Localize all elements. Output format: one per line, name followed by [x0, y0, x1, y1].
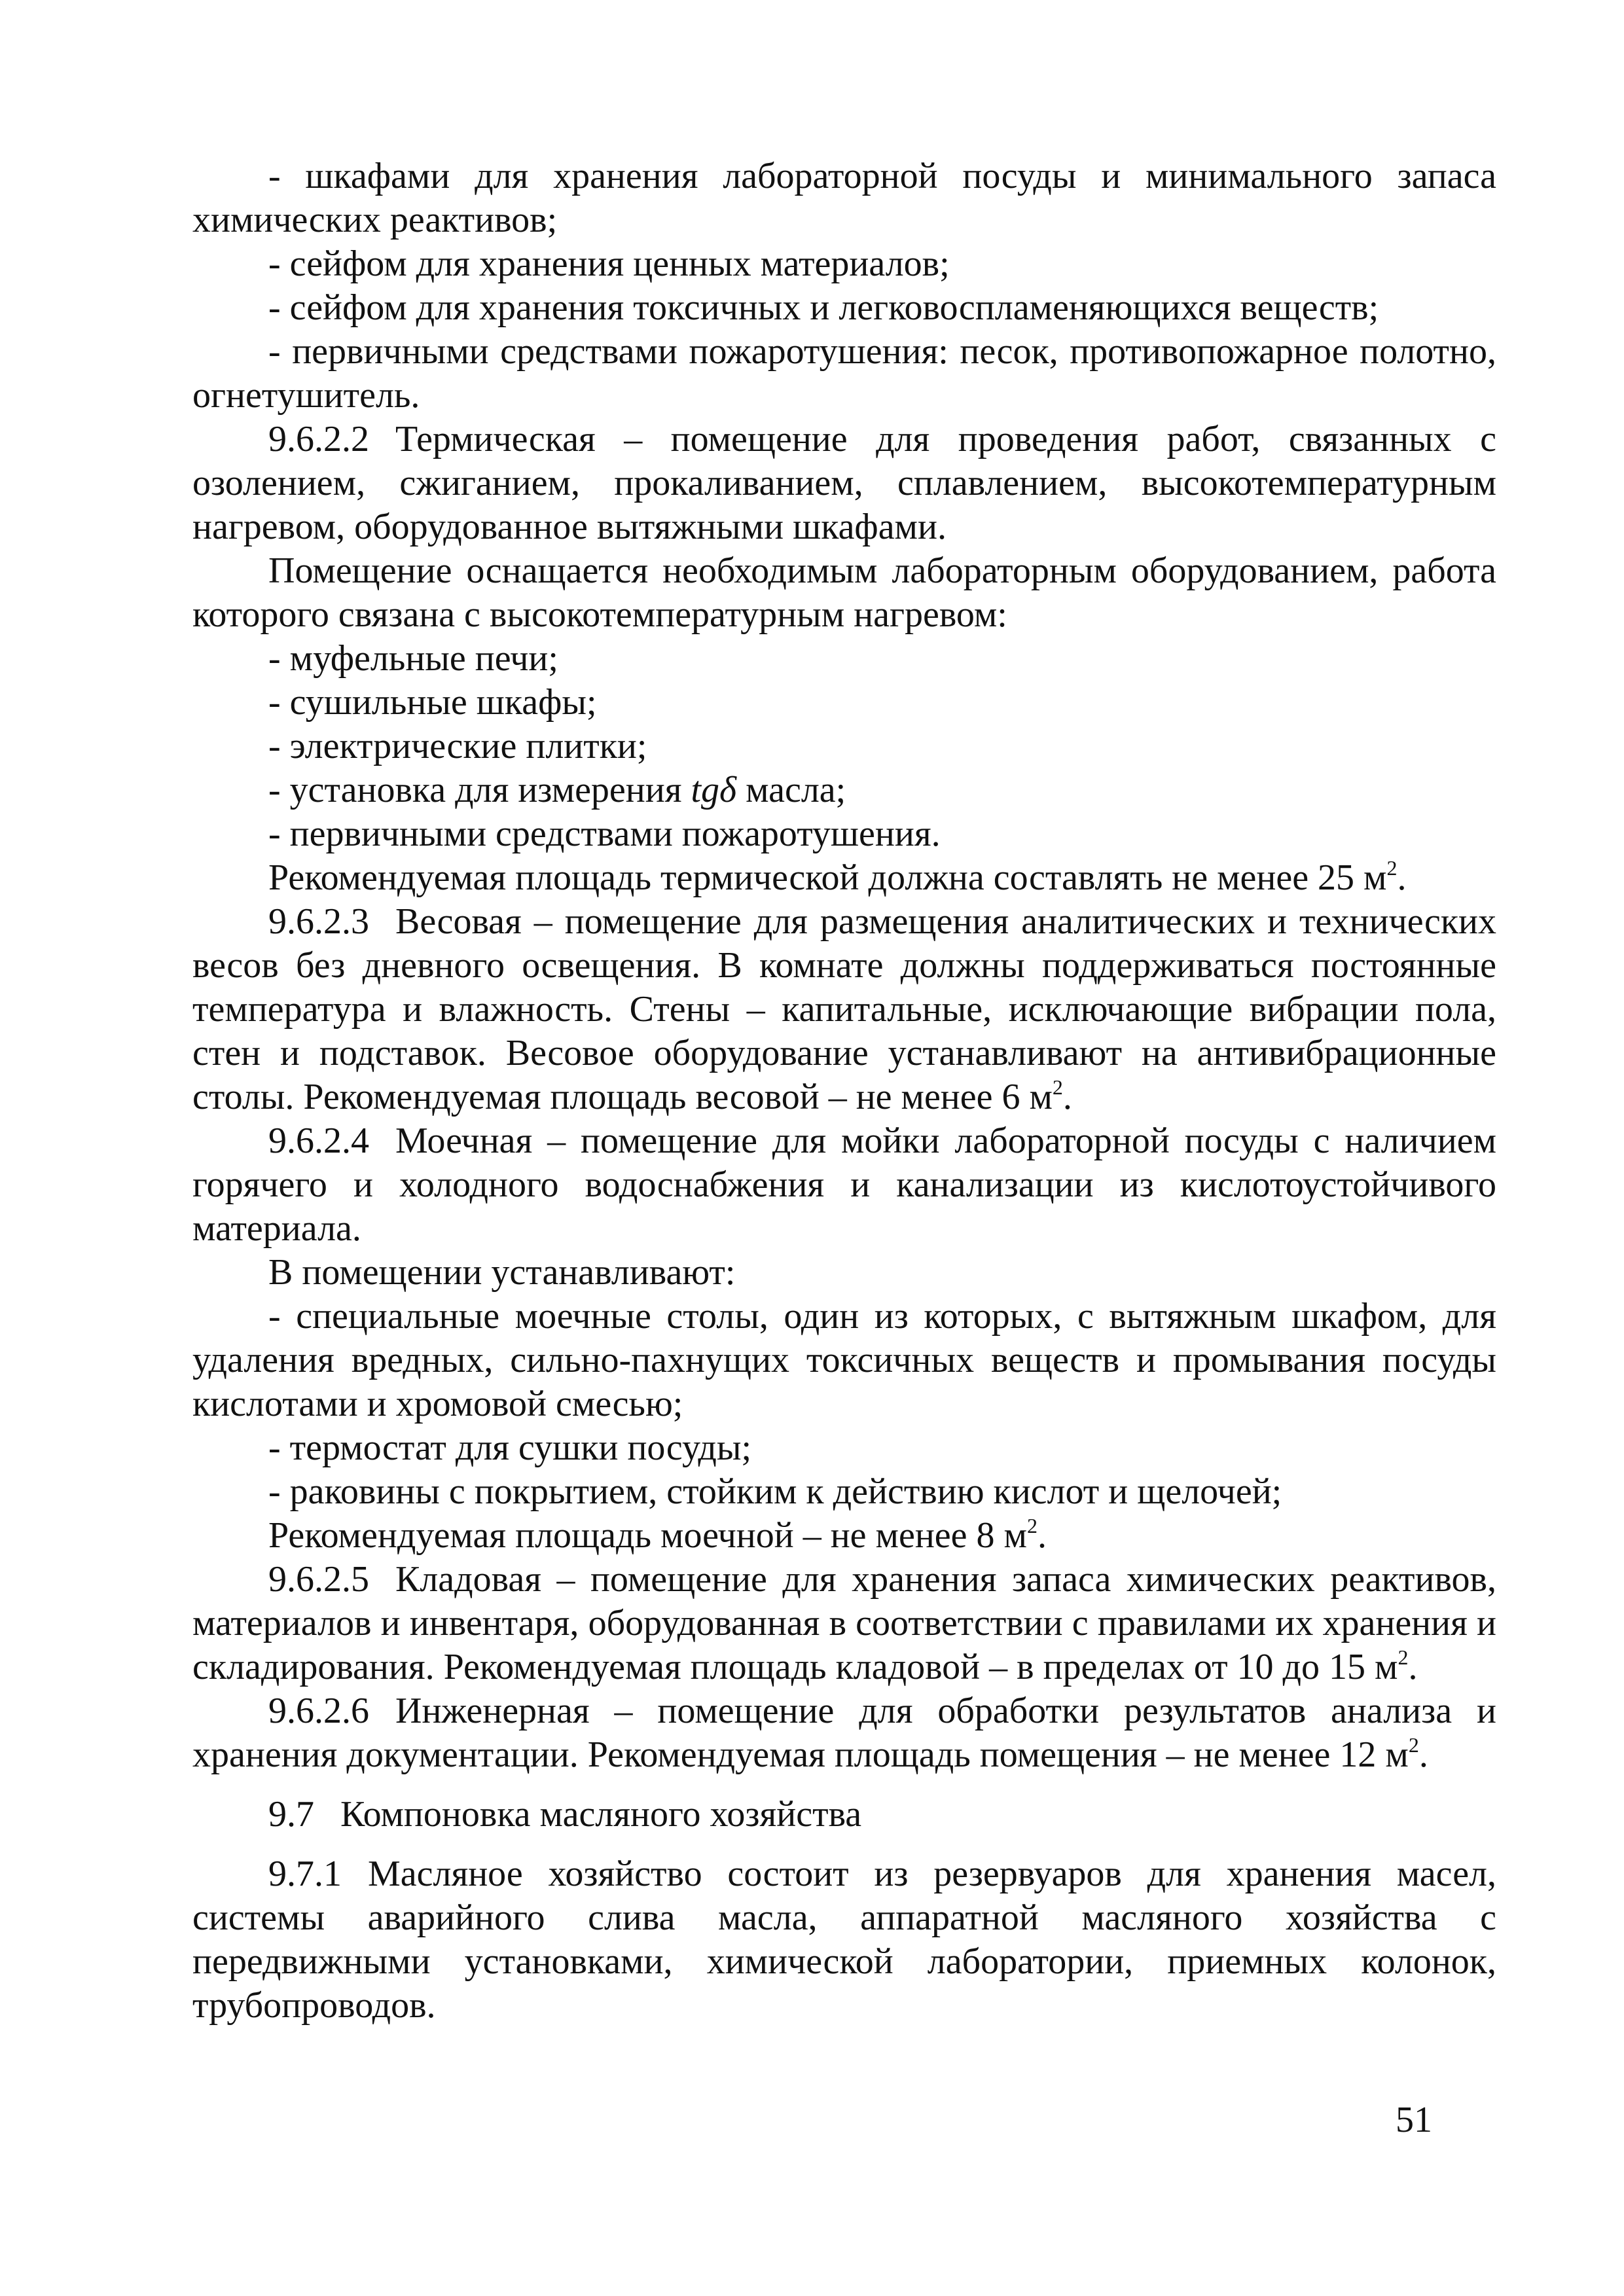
document-body — [192, 154, 1496, 2028]
page-number: 51 — [1396, 2100, 1432, 2140]
superscript: 2 — [1052, 1075, 1063, 1099]
paragraph-text: Весовая – помещение для размещения аналитических и технических весов без дневного освещения. В комнате должны поддерживаться постоянные температура и влажность. Стены – капитальные, исключающие вибрации пола, стен и подставок. Весовое оборудование устанавливают на антивибрационные столы. Рекомендуемая площадь весовой – не менее 6 м — [192, 901, 1496, 1117]
paragraph-tail: . — [1397, 857, 1407, 898]
section-paragraph — [192, 1119, 1496, 1251]
paragraph-text: Рекомендуемая площадь термической должна составлять не менее 25 м — [268, 857, 1387, 898]
list-item: - сейфом для хранения ценных материалов; — [268, 243, 950, 284]
list-item: - сушильные шкафы; — [268, 682, 597, 723]
section-paragraph — [192, 900, 1496, 1119]
paragraph-text: Кладовая – помещение для хранения запаса химических реактивов, материалов и инвентаря, оборудованная в соответствии с правилами их хранения и складирования. Рекомендуемая площадь кладовой – в пределах от 10 до 15 м — [192, 1559, 1496, 1687]
list-item: - раковины с покрытием, стойким к действию кислот и щелочей; — [268, 1471, 1282, 1512]
list-item: - первичными средствами пожаротушения: песок, противопожарное полотно, огнетушитель. — [192, 331, 1496, 416]
section-paragraph — [192, 1558, 1496, 1689]
heading-text: Компоновка масляного хозяйства — [340, 1794, 862, 1835]
list-item-text: - установка для измерения — [268, 770, 691, 810]
superscript: 2 — [1026, 1514, 1038, 1537]
paragraph-tail: . — [1408, 1647, 1418, 1687]
section-number: 9.6.2.2 — [268, 419, 369, 459]
paragraph-text: Термическая – помещение для проведения работ, связанных с озолением, сжиганием, прокаливанием, сплавлением, высокотемпературным нагревом, оборудованное вытяжными шкафами. — [192, 419, 1496, 547]
paragraph-text: Рекомендуемая площадь моечной – не менее 8 м — [268, 1515, 1027, 1556]
superscript: 2 — [1398, 1645, 1409, 1669]
list-item: - муфельные печи; — [268, 638, 558, 679]
section-heading — [192, 1793, 1496, 1837]
section-paragraph — [192, 418, 1496, 549]
section-paragraph — [192, 1689, 1496, 1777]
section-number: 9.6.2.4 — [268, 1121, 369, 1161]
paragraph-text: Моечная – помещение для мойки лабораторной посуды с наличием горячего и холодного водоснабжения и канализации из кислотоустойчивого материала. — [192, 1121, 1496, 1249]
list-item: - первичными средствами пожаротушения. — [268, 814, 941, 854]
body-paragraph — [192, 1514, 1496, 1558]
section-number: 9.7 — [268, 1794, 314, 1835]
paragraph-text: Инженерная – помещение для обработки результатов анализа и хранения документации. Рекомендуемая площадь помещения – не менее 12 м — [192, 1691, 1496, 1775]
list-item — [192, 768, 1496, 812]
section-number: 9.6.2.5 — [268, 1559, 369, 1600]
paragraph-tail: . — [1418, 1734, 1428, 1775]
superscript: 2 — [1386, 856, 1398, 880]
section-number: 9.6.2.6 — [268, 1691, 369, 1731]
list-item: - специальные моечные столы, один из которых, с вытяжным шкафом, для удаления вредных, сильно-пахнущих токсичных веществ и промывания посуды кислотами и хромовой смесью; — [192, 1296, 1496, 1424]
paragraph-text: Масляное хозяйство состоит из резервуаров для хранения масел, системы аварийного слива масла, аппаратной масляного хозяйства с передвижными установками, химической лаборатории, приемных колонок, трубопроводов. — [192, 1854, 1496, 2026]
superscript: 2 — [1408, 1733, 1419, 1757]
body-paragraph: В помещении устанавливают: — [268, 1252, 736, 1293]
list-item: - шкафами для хранения лабораторной посуды и минимального запаса химических реактивов; — [192, 156, 1496, 240]
section-paragraph — [192, 1852, 1496, 2028]
section-number: 9.7.1 — [268, 1854, 342, 1894]
body-paragraph: Помещение оснащается необходимым лабораторным оборудованием, работа которого связана с высокотемпературным нагревом: — [192, 550, 1496, 635]
paragraph-tail: . — [1062, 1077, 1072, 1117]
italic-symbol: tgδ — [691, 770, 737, 810]
list-item-text: масла; — [736, 770, 846, 810]
list-item: - электрические плитки; — [268, 726, 647, 766]
section-number: 9.6.2.3 — [268, 901, 369, 942]
paragraph-tail: . — [1037, 1515, 1047, 1556]
list-item: - сейфом для хранения токсичных и легковоспламеняющихся веществ; — [268, 287, 1379, 328]
body-paragraph — [192, 856, 1496, 900]
list-item: - термостат для сушки посуды; — [268, 1427, 752, 1468]
